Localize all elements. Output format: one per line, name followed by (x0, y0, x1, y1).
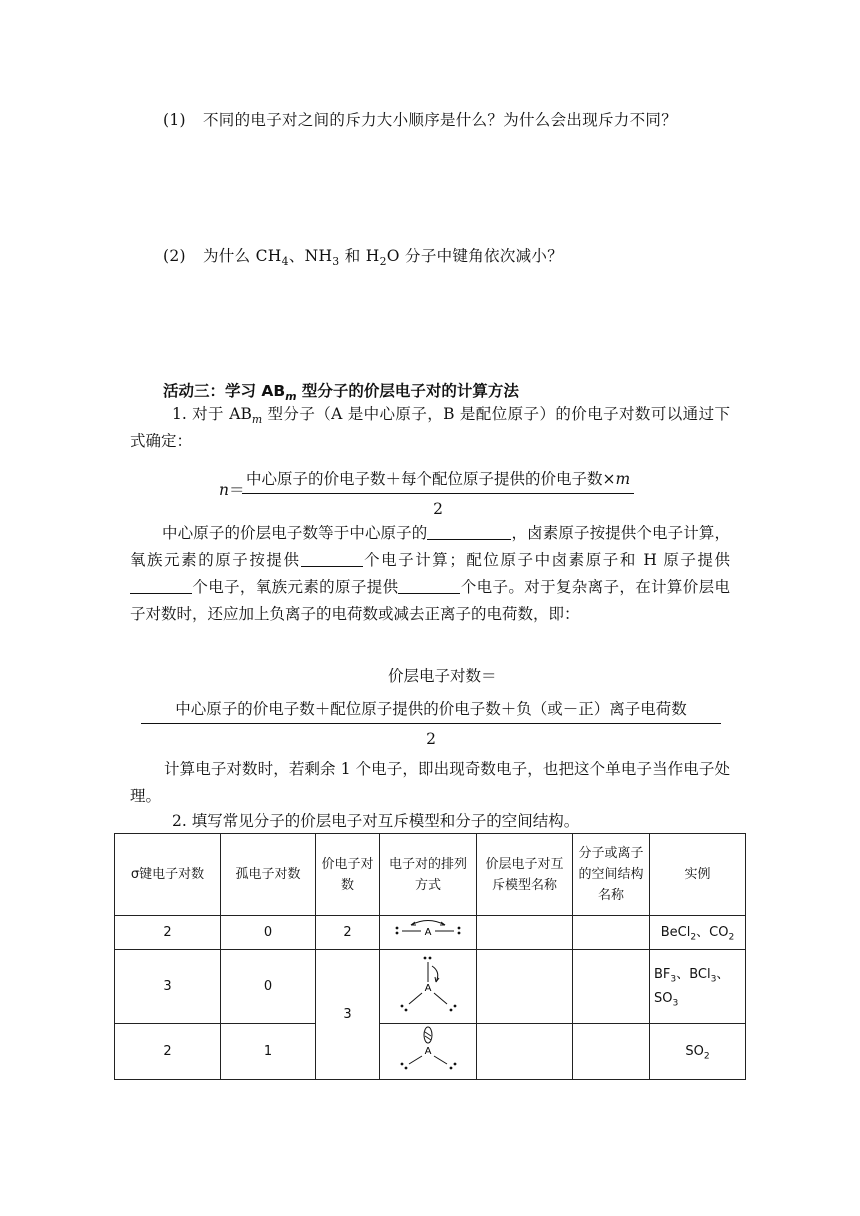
paragraph-text: 个电子计算；配位原子中卤素原子和 H 原子提供 (362, 551, 730, 569)
question-1 (163, 108, 677, 130)
arrangement-cell (380, 1024, 477, 1080)
question-text: 和 H (339, 247, 380, 265)
linear-arrangement-diagram (385, 918, 471, 940)
total-pair-cell: 2 (316, 916, 380, 950)
question-text: 、NH (288, 247, 333, 265)
activity-heading (163, 379, 519, 404)
table-row (115, 916, 746, 950)
example-cell (650, 916, 746, 950)
formula-2-numerator: 中心原子的价电子数＋配位原子提供的价电子数＋负（或－正）离子电荷数 (141, 697, 721, 724)
heading-text: 活动三：学习 AB (163, 382, 286, 400)
formula-1-denominator: 2 (433, 500, 444, 518)
formula-1-fraction (242, 467, 634, 518)
header-cell: σ键电子对数 (115, 834, 221, 916)
paragraph-1 (130, 401, 730, 455)
formula-2-denominator: 2 (426, 730, 436, 748)
vsepr-model-cell[interactable] (477, 1024, 573, 1080)
example-text: 、BCl (676, 966, 711, 982)
example-cell (650, 1024, 746, 1080)
header-cell: 电子对的排列方式 (380, 834, 477, 916)
sigma-cell: 2 (115, 916, 221, 950)
example-text: 、CO (696, 925, 729, 940)
paragraph-text: 个电子计算，氧族元素的原子按提供 (130, 524, 730, 569)
table-row (115, 950, 746, 1024)
paragraph-text: 1. 对于 AB (172, 405, 252, 423)
sigma-cell: 3 (115, 950, 221, 1024)
formula-1-lhs (219, 478, 245, 500)
paragraph-text: 个电子，氧族元素的原子提供 (192, 578, 399, 596)
vsepr-model-cell[interactable] (477, 916, 573, 950)
formula-2-title: 价层电子对数＝ (388, 667, 497, 685)
table-row (115, 1024, 746, 1080)
lone-pair-cell: 0 (221, 916, 316, 950)
lone-pair-cell: 1 (221, 1024, 316, 1080)
example-text: 、SO (654, 966, 730, 1006)
subscript: 4 (281, 255, 289, 269)
question-text: 为什么 CH (203, 247, 282, 265)
atom-label: A (424, 927, 432, 938)
header-cell: 价电子对数 (316, 834, 380, 916)
subscript: 2 (379, 255, 387, 269)
example-text: BeCl (660, 925, 691, 940)
subscript: 3 (672, 998, 679, 1009)
question-number: (2) (163, 247, 186, 265)
subscript: m (285, 390, 297, 404)
example-text: SO (685, 1044, 704, 1059)
header-cell: 分子或离子的空间结构名称 (573, 834, 650, 916)
shape-name-cell[interactable] (573, 916, 650, 950)
formula-variable: m (615, 470, 631, 488)
atom-label: A (424, 1046, 432, 1057)
heading-text: 型分子的价层电子对的计算方法 (296, 382, 519, 400)
shape-name-cell[interactable] (573, 1024, 650, 1080)
subscript: 2 (703, 1051, 710, 1062)
paragraph-text: ，卤素原子按提供 (511, 524, 637, 542)
fill-blank[interactable] (427, 524, 511, 540)
atom-label: A (424, 983, 432, 994)
vsepr-table (114, 833, 746, 1080)
header-cell: 实例 (650, 834, 746, 916)
shape-name-cell[interactable] (573, 950, 650, 1024)
subscript: m (251, 413, 263, 427)
header-cell: 价层电子对互斥模型名称 (477, 834, 573, 916)
subscript: 2 (690, 932, 697, 943)
fill-blank[interactable] (398, 578, 460, 594)
paragraph-3: 计算电子对数时，若剩余 1 个电子，即出现奇数电子，也把这个单电子当作电子处理。 (130, 760, 730, 805)
bent-arrangement-diagram (385, 1026, 471, 1070)
example-text: BF (654, 966, 671, 982)
paragraph-text: 个电子。对于复杂离子，在计算价层电子对数时，还应加上负离子的电荷数或减去正离子的电荷数，即： (130, 578, 730, 623)
total-pair-cell: 3 (316, 950, 380, 1080)
arrangement-cell (380, 916, 477, 950)
lone-pair-cell: 0 (221, 950, 316, 1024)
question-2 (163, 244, 564, 269)
fill-blank[interactable] (301, 551, 363, 567)
paragraph-4: 2. 填写常见分子的价层电子对互斥模型和分子的空间结构。 (172, 812, 580, 830)
subscript: 3 (710, 974, 717, 985)
subscript: 2 (728, 932, 735, 943)
paragraph-text: 中心原子的价层电子数等于中心原子的 (162, 524, 428, 542)
numerator-text: 中心原子的价电子数＋每个配位原子提供的价电子数× (246, 470, 616, 488)
paragraph-2 (130, 520, 730, 628)
arrangement-cell (380, 950, 477, 1024)
formula-variable: n (219, 481, 229, 499)
fill-blank[interactable] (130, 578, 192, 594)
header-cell: 孤电子对数 (221, 834, 316, 916)
example-cell (650, 950, 746, 1024)
paragraph-text: 型分子（A 是中心原子，B 是配位原子）的价电子对数可以通过下式确定： (130, 405, 730, 450)
question-text: 不同的电子对之间的斥力大小顺序是什么？为什么会出现斥力不同？ (203, 111, 678, 129)
subscript: 3 (670, 974, 677, 985)
question-number: (1) (163, 111, 186, 129)
vsepr-model-cell[interactable] (477, 950, 573, 1024)
trigonal-arrangement-diagram (385, 952, 471, 1014)
formula-equals: ＝ (228, 481, 245, 499)
table-header-row (115, 834, 746, 916)
formula-2-fraction (141, 697, 721, 748)
question-text: O 分子中键角依次减小？ (386, 247, 564, 265)
subscript: 3 (332, 255, 340, 269)
sigma-cell: 2 (115, 1024, 221, 1080)
formula-1-numerator (242, 467, 634, 494)
